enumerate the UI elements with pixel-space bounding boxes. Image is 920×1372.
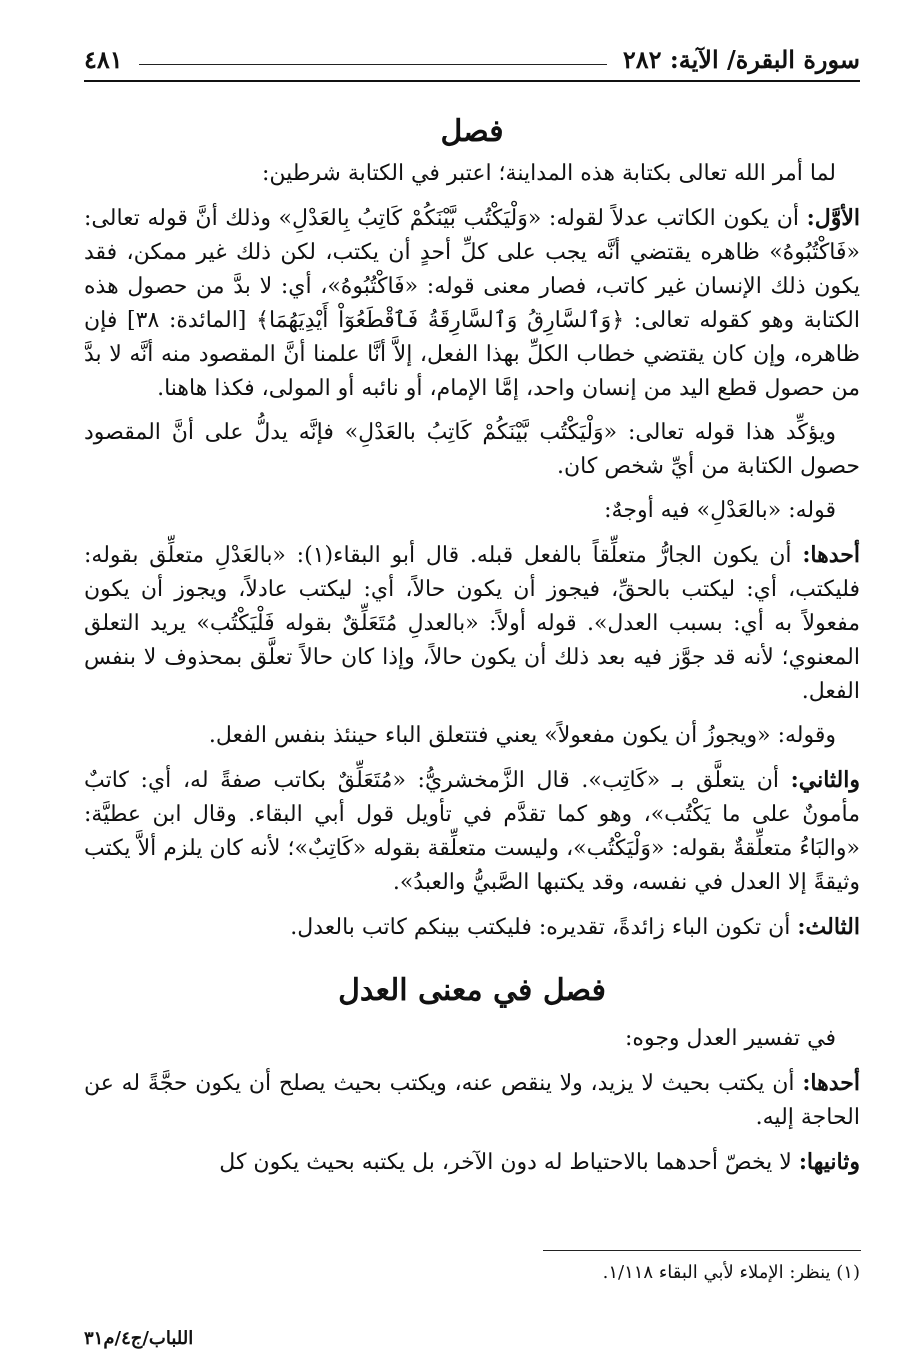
- aspect-two-text: أن يتعلَّق بـ «كَاتِب». قال الزَّمخشريُّ: «مُتَعَلِّقٌ بكاتب صفةً له، أي: كاتبٌ مأمونٌ على ما يَكْتُب»، وهو كما تقدَّم في تأويل قول أبي البقاء. وقال ابن عطيَّة: «والبَاءُ متعلِّقةٌ بقوله: «وَلْيَكْتُب»، وليست متعلِّقة بقوله «كَاتِبٌ»؛ لأنه كان يلزم ألاَّ يكتب وثيقةً إلا العدل في نفسه، وقد يكتبها الصَّبيُّ والعبدُ».: [84, 768, 860, 895]
- footnote-rule: [543, 1250, 861, 1251]
- footnote: (١) ينظر: الإملاء لأبي البقاء ١/١١٨.: [602, 1262, 860, 1283]
- page-number: ٤٨١: [84, 45, 123, 74]
- justice-intro-paragraph: في تفسير العدل وجوه:: [625, 1026, 836, 1051]
- justice-two-paragraph: [84, 1145, 860, 1180]
- aspect-three-text: أن تكون الباء زائدةً، تقديره: فليكتب بينكم كاتب بالعدل.: [290, 915, 798, 940]
- running-header: [84, 38, 860, 74]
- justice-two-text: لا يخصّ أحدهما بالاحتياط له دون الآخر، بل يكتبه بحيث يكون كل: [219, 1150, 799, 1175]
- first-condition-lead: الأوَّل:: [806, 205, 860, 231]
- aspect-two-lead: والثاني:: [790, 767, 860, 793]
- header-rule: [84, 80, 860, 82]
- first-condition-paragraph: [84, 201, 860, 406]
- justice-one-paragraph: [84, 1066, 860, 1135]
- section-title: فصل: [440, 114, 504, 149]
- justice-one-text: أن يكتب بحيث لا يزيد، ولا ينقص عنه، ويكتب بحيث يصلح أن يكون حجَّةً له عن الحاجة إليه.: [84, 1071, 860, 1130]
- confirmation-paragraph: ويؤكِّد هذا قوله تعالى: «وَلْيَكْتُب بَّيْنَكُمْ كَاتِبُ بالعَدْلِ» فإنَّه يدلُّ على أنَّ المقصود حصول الكتابة من أيِّ شخص كان.: [84, 420, 860, 479]
- intro-paragraph: لما أمر الله تعالى بكتابة هذه المداينة؛ اعتبر في الكتابة شرطين:: [261, 161, 836, 186]
- and-said-paragraph: وقوله: «ويجوزُ أن يكون مفعولاً» يعني فتتعلق الباء حينئذ بنفس الفعل.: [208, 723, 836, 748]
- aspect-three-lead: الثالث:: [797, 914, 860, 940]
- justice-two-lead: وثانيها:: [798, 1149, 860, 1175]
- first-condition-text: أن يكون الكاتب عدلاً لقوله: «وَلْيَكْتُب بَّيْنَكُمْ كَاتِبُ بِالعَدْلِ» وذلك أنَّ قوله تعالى: «فَاكْتُبُوهُ» ظاهره يقتضي أنَّه يجب على كلِّ أحدٍ أن يكتب، لكن ذلك غير ممكن، فقد يكون ذلك الإنسان غير كاتب، فصار معنى قوله: «فَاكْتُبُوهُ»، أي: لا بدَّ من حصول هذه الكتابة وهو كقوله تعالى: ﴿وَٱلسَّارِقُ وَٱلسَّارِقَةُ فَٱقْطَعُوٓاْ أَيْدِيَهُمَا﴾ [المائدة: ٣٨] فإن ظاهره، وإن كان يقتضي خطاب الكلِّ بهذا الفعل، إلاَّ أنَّا علمنا أنَّ المقصود منه أنَّه لا بدَّ من حصول قطع اليد من إنسان واحد، إمَّا الإمام، أو نائبه أو المولى، فكذا هاهنا.: [84, 206, 861, 401]
- aspect-one-text: أن يكون الجارُّ متعلِّقاً بالفعل قبله. قال أبو البقاء(١): «بالعَدْلِ متعلِّق بقوله: فليكتب، أي: ليكتب بالحقِّ، فيجوز أن يكون حالاً، أي: ليكتب عادلاً، ويجوز أن يكون مفعولاً به أي: بسبب العدل». قوله أولاً: «بالعدلِ مُتَعَلِّقٌ بقوله فَلْيَكْتُب» يريد التعلق المعنوي؛ لأنه قد جوَّز فيه بعد ذلك أن يكون حالاً، وإذا كان حالاً تعلَّق بمحذوف لا بنفس الفعل.: [84, 543, 860, 704]
- volume-signature: اللباب/ج٤/م٣١: [84, 1328, 194, 1349]
- header-dotted-line: [139, 64, 607, 65]
- justice-one-lead: أحدها:: [802, 1070, 860, 1096]
- aspect-one-lead: أحدها:: [802, 542, 860, 568]
- page-body: [84, 108, 860, 1190]
- aspect-three-paragraph: [84, 910, 860, 945]
- aspect-two-paragraph: [84, 763, 860, 900]
- aspects-paragraph: قوله: «بالعَدْلِ» فيه أوجهٌ:: [604, 498, 836, 523]
- aspect-one-paragraph: [84, 538, 860, 709]
- section-title-justice: فصل في معنى العدل: [338, 973, 606, 1008]
- surah-verse-label: سورة البقرة/ الآية: ٢٨٢: [622, 45, 860, 74]
